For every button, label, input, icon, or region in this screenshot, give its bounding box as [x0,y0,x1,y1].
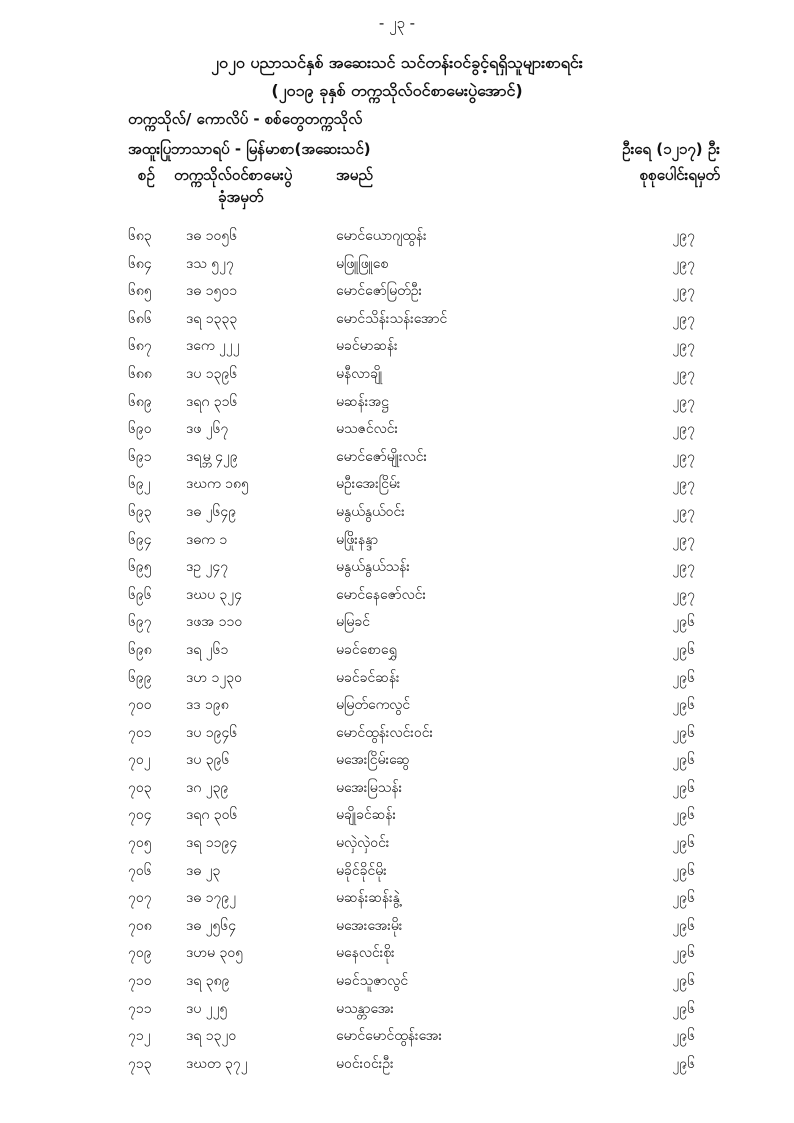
name-cell: မနေလင်းစိုး [336,945,395,962]
marks-cell: ၂၉၆ [672,641,695,658]
header-marks: စုစုပေါင်းရမှတ် [639,166,720,184]
table-row [0,277,794,305]
marks-cell: ၂၉၇ [672,559,695,576]
name-cell: မဦးအေးငြိမ်း [336,476,401,493]
marks-cell: ၂၉၆ [672,807,695,824]
table-row [0,553,794,581]
marks-cell: ၂၉၆ [672,752,695,769]
name-cell: မမြတ်ကေလွင် [336,697,411,714]
table-row [0,967,794,995]
roll-cell: ဒဟ ၁၂၃၀ [186,669,242,686]
serial-cell: ၆၉၉ [128,669,152,686]
name-cell: မောင်သိန်းသန်းအောင် [336,310,448,327]
marks-cell: ၂၉၆ [672,890,695,907]
table-row [0,884,794,912]
table-row [0,608,794,636]
serial-cell: ၆၉၁ [128,448,152,465]
serial-cell: ၆၉၅ [128,559,152,576]
marks-cell: ၂၉၇ [672,503,695,520]
table-row [0,801,794,829]
roll-cell: ဒပ ၃၉၆ [186,752,230,769]
table-row [0,250,794,278]
marks-cell: ၂၉၆ [672,917,695,934]
marks-cell: ၂၉၆ [672,945,695,962]
marks-cell: ၂၉၆ [672,1028,695,1045]
roll-cell: ဒရဂ ၃၁၆ [186,393,238,410]
table-row [0,222,794,250]
roll-cell: ဒပ ၂၂၅ [186,1000,228,1017]
marks-cell: ၂၉၆ [672,614,695,631]
table-row [0,636,794,664]
roll-cell: ဒဓ ၁၀၅၆ [186,228,238,244]
table-row [0,332,794,360]
serial-cell: ၆၈၄ [128,255,152,272]
roll-cell: ဒဥ ၂၄၇ [186,559,229,576]
table-row [0,829,794,857]
table-row [0,719,794,747]
serial-cell: ၇၀၃ [128,779,152,796]
name-cell: မဆန်းအဋ္ဌ [336,393,389,410]
document-subtitle: (၂၀၁၉ ခုနှစ် တက္ကသိုလ်ဝင်စာမေးပွဲအောင်) [271,81,523,100]
serial-cell: ၇၀၅ [128,835,152,852]
serial-cell: ၆၉၆ [128,586,152,603]
roll-cell: ဒဓ ၂၅၆၄ [186,917,237,934]
roll-cell: ဒဃပ ၃၂၄ [186,586,243,603]
name-cell: မခင်ခင်ဆန်း [336,669,400,686]
serial-cell: ၆၉၃ [128,503,152,520]
name-cell: မအေးမြသန်း [336,779,403,796]
name-cell: မသဇင်လင်း [336,421,399,438]
marks-cell: ၂၉၆ [672,835,695,852]
marks-cell: ၂၉၇ [672,255,695,272]
table-row [0,995,794,1023]
name-cell: မောင်နေဇော်လင်း [336,586,427,603]
header-name: အမည် [336,166,373,184]
marks-cell: ၂၉၆ [672,779,695,796]
roll-cell: ဒဓ ၁၅၀၁ [186,283,238,300]
roll-cell: ဒဖအ ၁၁၀ [186,614,243,631]
roll-cell: ဒကေ ၂၂၂ [186,338,240,355]
name-cell: မဖြူဖြူစေ [336,255,389,272]
marks-cell: ၂၉၆ [672,973,695,990]
marks-cell: ၂၉၆ [672,724,695,741]
major-line: အထူးပြုဘာသာရပ် - မြန်မာစာ(အဆေးသင်) [128,140,371,158]
table-row [0,415,794,443]
marks-cell: ၂၉၇ [672,393,695,410]
name-cell: မလှဲလှဲဝင်း [336,835,390,852]
name-cell: မခင်စောရွှေ [336,641,397,658]
name-cell: မဆန်းဆန်းနွဲ့ [336,890,400,907]
serial-cell: ၆၈၆ [128,310,152,327]
roll-cell: ဒရ ၁၃၂၀ [186,1028,237,1045]
marks-cell: ၂၉၇ [672,586,695,603]
serial-cell: ၆၈၃ [128,228,152,244]
name-cell: မနွယ်နွယ်သန်း [336,559,410,576]
marks-cell: ၂၉၆ [672,1055,695,1072]
roll-cell: ဒဃတ ၃၇၂ [186,1055,248,1072]
table-row [0,305,794,333]
serial-cell: ၇၀၇ [128,890,152,907]
name-cell: မမြခင် [336,614,370,631]
marks-cell: ၂၉၇ [672,531,695,548]
table-row [0,746,794,774]
roll-cell: ဒပ ၁၉၄၆ [186,724,238,741]
roll-cell: ဒဓ ၂၃ [186,862,221,879]
table-row [0,498,794,526]
serial-cell: ၆၈၅ [128,283,152,300]
table-row [0,774,794,802]
serial-cell: ၆၈၈ [128,365,152,382]
name-cell: မသန္တာအေး [336,1000,394,1017]
serial-cell: ၇၀၆ [128,862,152,879]
roll-cell: ဒရ ၁၁၉၄ [186,835,238,852]
table-row [0,664,794,692]
table-row [0,581,794,609]
table-row [0,857,794,885]
marks-cell: ၂၉၆ [672,669,695,686]
university-line: တက္ကသိုလ်/ ကောလိပ် - စစ်တွေတက္ကသိုလ် [128,110,363,128]
roll-cell: ဒဓ ၂၆၄၉ [186,503,237,520]
serial-cell: ၇၀၄ [128,807,152,824]
roll-cell: ဒသ ၅၂၇ [186,255,234,272]
name-cell: မခင်သူဇာလွင် [336,973,409,990]
table-row [0,939,794,967]
marks-cell: ၂၉၇ [672,310,695,327]
serial-cell: ၇၁၀ [128,973,152,990]
table-row [0,443,794,471]
roll-cell: ဒဓက ၁ [186,531,228,548]
name-cell: မောင်ဇော်မျိုးလင်း [336,448,428,465]
serial-cell: ၇၀၉ [128,945,152,962]
table-row [0,360,794,388]
results-table [0,222,794,1077]
marks-cell: ၂၉၇ [672,476,695,493]
serial-cell: ၇၀၂ [128,752,151,769]
table-row [0,691,794,719]
roll-cell: ဒဂ ၂၃၉ [186,779,229,796]
header-roll: တက္ကသိုလ်ဝင်စာမေးပွဲ [174,166,293,184]
name-cell: မောင်ဇော်မြတ်ဦး [336,283,423,300]
name-cell: မဝင်းဝင်းဦး [336,1055,394,1072]
name-cell: မအေးငြိမ်းဆွေ [336,752,410,769]
marks-cell: ၂၉၇ [672,283,695,300]
name-cell: မအေးအေးမိုး [336,917,403,934]
serial-cell: ၆၉၈ [128,641,152,658]
name-cell: မဖြိုးနန္ဒာ [336,531,379,548]
roll-cell: ဒရ ၁၃၃၃ [186,310,238,327]
table-row [0,1050,794,1078]
serial-cell: ၆၉၇ [128,614,152,631]
table-row [0,526,794,554]
table-row [0,912,794,940]
marks-cell: ၂၉၇ [672,448,695,465]
name-cell: မနွယ်နွယ်ဝင်း [336,503,405,520]
roll-cell: ဒရဂ ၃၀၆ [186,807,238,824]
roll-cell: ဒဓ ၁၇၉၂ [186,890,237,907]
roll-cell: ဒဖ ၂၆၇ [186,421,229,438]
serial-cell: ၇၁၃ [128,1055,152,1072]
name-cell: မောင်မောင်ထွန်းအေး [336,1028,443,1045]
name-cell: မခိုင်ခိုင်မိုး [336,862,387,879]
table-row [0,470,794,498]
marks-cell: ၂၉၆ [672,862,695,879]
roll-cell: ဒဟမ ၃၀၅ [186,945,244,962]
name-cell: မောင်ယောဂျထွန်း [336,228,427,244]
serial-cell: ၆၉၀ [128,421,152,438]
roll-cell: ဒရမ္ဘ ၄၂၉ [186,448,238,465]
marks-cell: ၂၉၆ [672,697,695,714]
roll-cell: ဒဒ ၁၉၈ [186,697,229,714]
serial-cell: ၆၈၇ [128,338,152,355]
name-cell: မနီလာချို [336,365,383,382]
serial-cell: ၆၉၄ [128,531,152,548]
serial-cell: ၆၈၉ [128,393,152,410]
name-cell: မခင်မာဆန်း [336,338,398,355]
serial-cell: ၇၀၈ [128,917,152,934]
name-cell: မောင်ထွန်းလင်းဝင်း [336,724,434,741]
serial-cell: ၇၀၁ [128,724,152,741]
serial-cell: ၇၀၀ [128,697,152,714]
marks-cell: ၂၉၇ [672,338,695,355]
serial-cell: ၆၉၂ [128,476,151,493]
marks-cell: ၂၉၇ [672,365,695,382]
page-number: - ၂၃ - [378,14,416,32]
table-row [0,1022,794,1050]
document-title: ၂၀၂၀ ပညာသင်နှစ် အဆေးသင် သင်တန်းဝင်ခွင့်ရရှိသူများစာရင်း [211,53,583,72]
roll-cell: ဒဃက ၁၈၅ [186,476,249,493]
roll-cell: ဒရ ၂၆၁ [186,641,229,658]
roll-cell: ဒပ ၁၃၉၆ [186,365,238,382]
roll-cell: ဒရ ၃၈၉ [186,973,230,990]
marks-cell: ၂၉၆ [672,1000,695,1017]
table-row [0,388,794,416]
total-count: ဦးရေ (၁၂၁၇) ဦး [622,140,720,158]
serial-cell: ၇၁၂ [128,1028,151,1045]
name-cell: မချိုခင်ဆန်း [336,807,397,824]
marks-cell: ၂၉၇ [672,421,695,438]
marks-cell: ၂၉၇ [672,228,695,244]
serial-cell: ၇၁၁ [128,1000,152,1017]
header-serial: စဉ် [138,166,155,184]
header-roll-line2: ခုံအမှတ် [218,188,264,206]
